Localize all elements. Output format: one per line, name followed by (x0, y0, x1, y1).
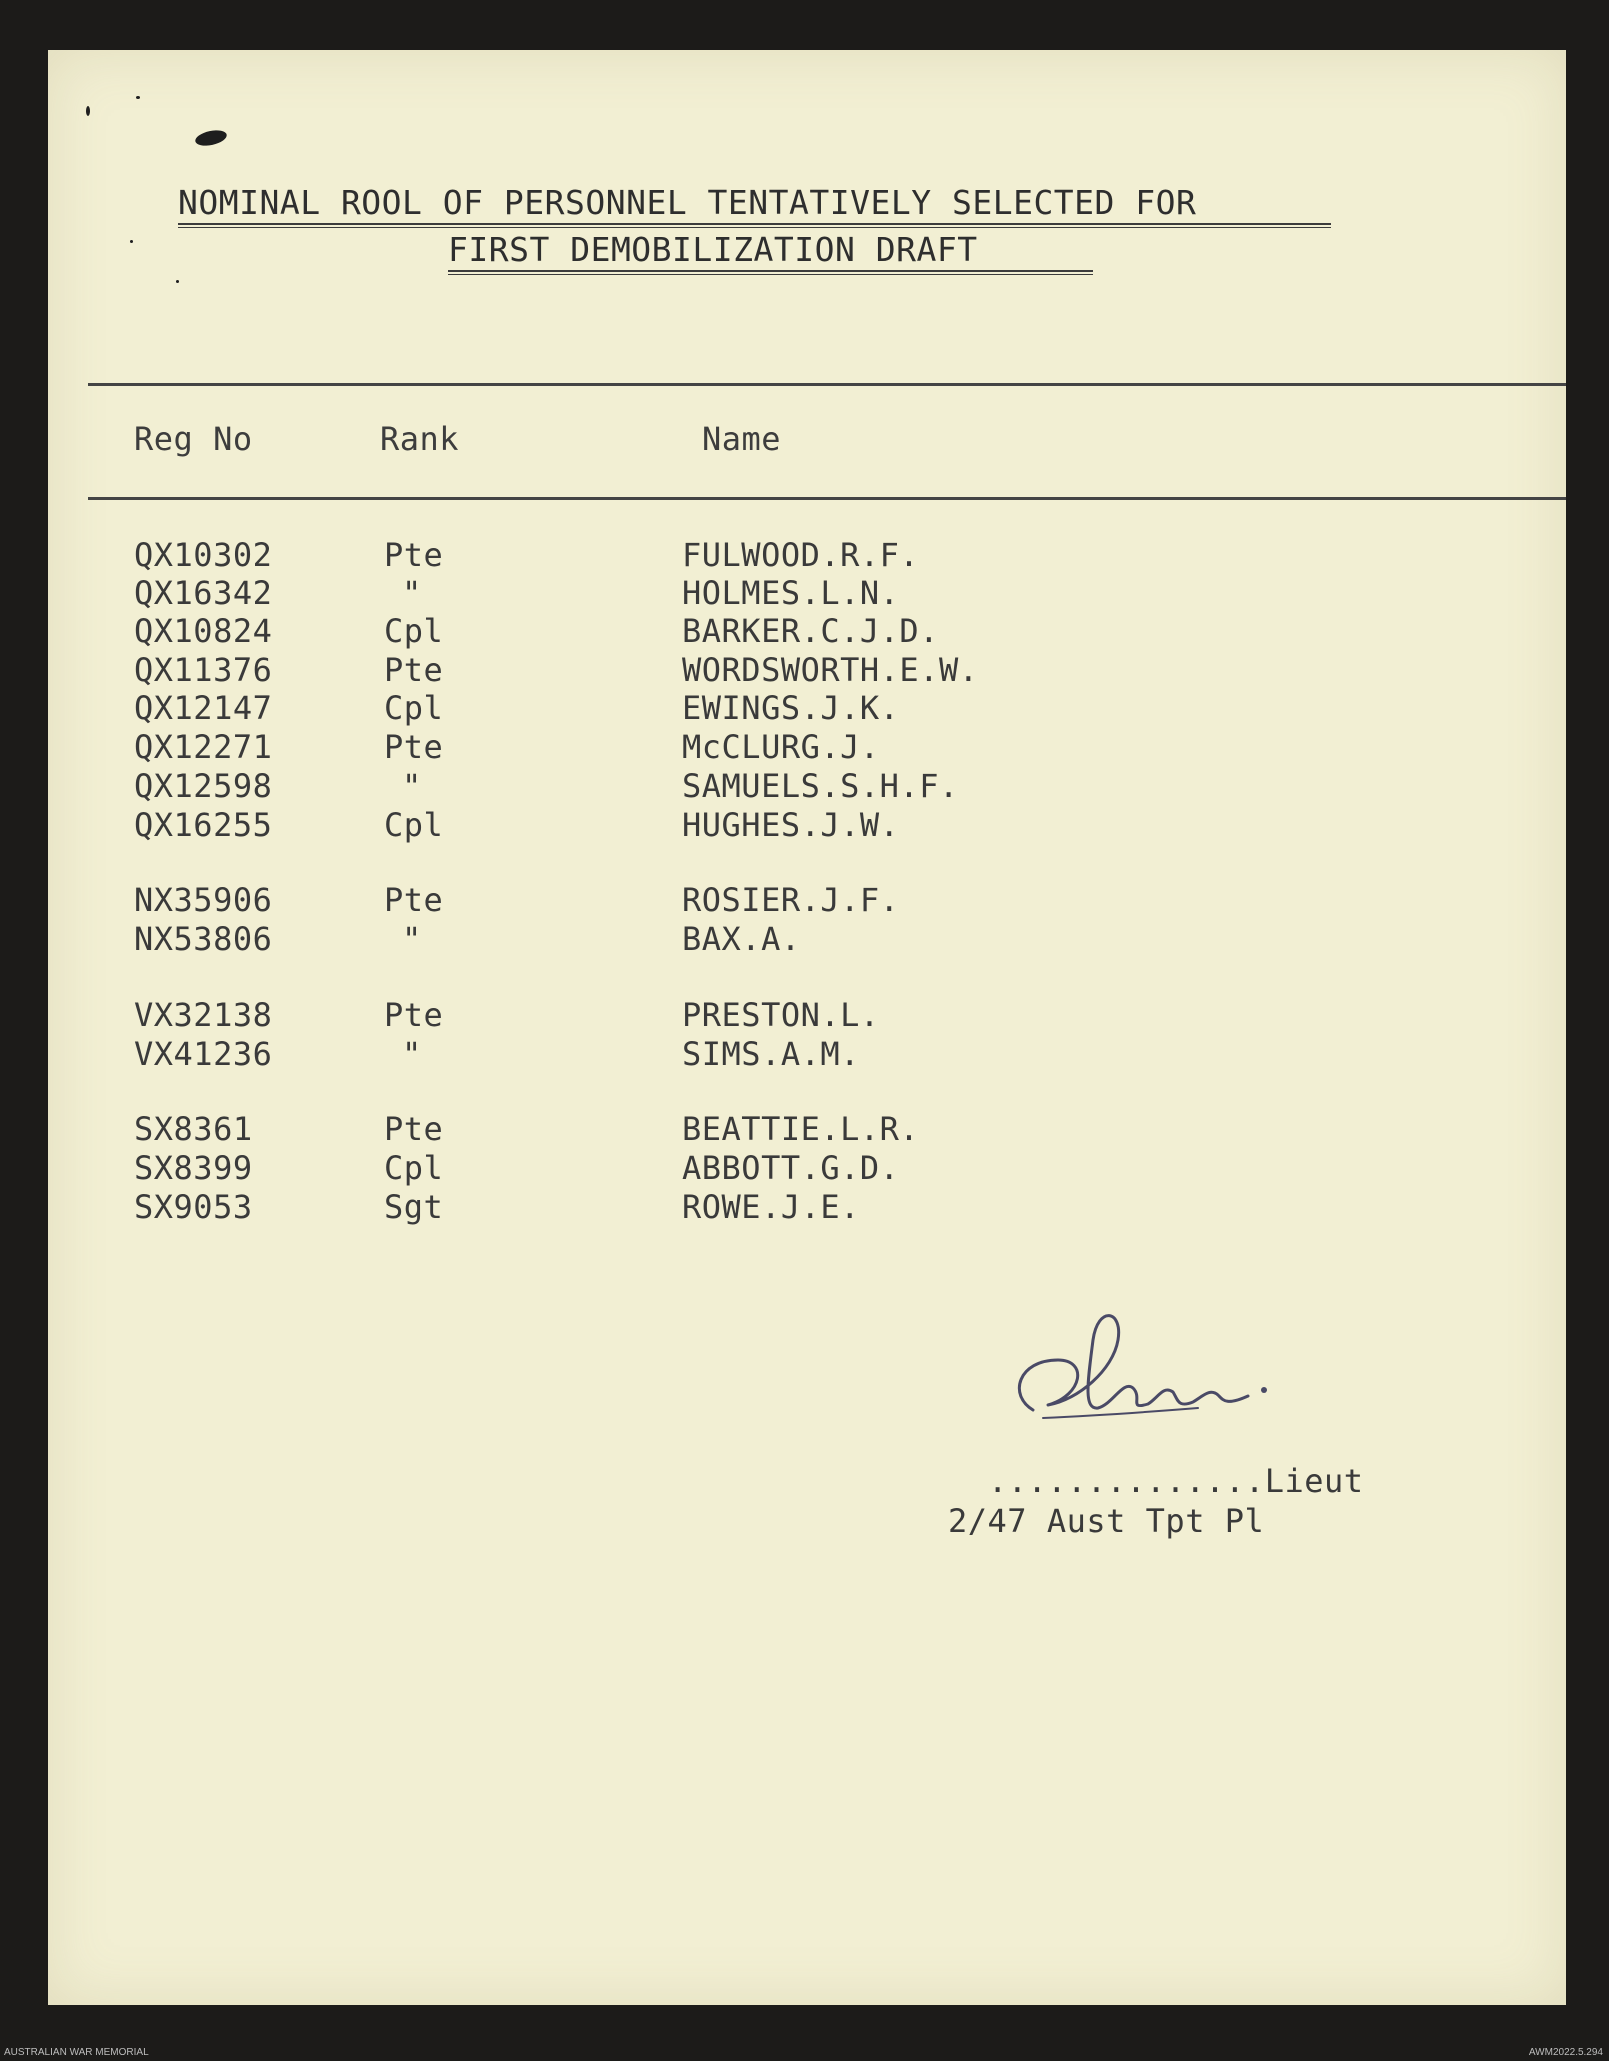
table-row-reg-no: QX16342 (134, 574, 273, 612)
table-row-reg-no: VX32138 (134, 996, 273, 1034)
table-row-rank: Pte (384, 536, 444, 574)
table-row-name: HUGHES.J.W. (682, 806, 900, 844)
table-row-name: PRESTON.L. (682, 996, 880, 1034)
table-row-name: ABBOTT.G.D. (682, 1149, 900, 1187)
table-row-reg-no: QX16255 (134, 806, 273, 844)
title-underline-2 (448, 270, 1093, 272)
table-row-rank: " (402, 767, 422, 805)
ink-speck (86, 106, 90, 116)
document-title-line1: NOMINAL ROOL OF PERSONNEL TENTATIVELY SELECTED FOR (178, 183, 1197, 222)
table-row-name: WORDSWORTH.E.W. (682, 651, 979, 689)
table-row-name: BAX.A. (682, 920, 801, 958)
table-row-name: McCLURG.J. (682, 728, 880, 766)
table-row-reg-no: SX8361 (134, 1110, 253, 1148)
table-row-reg-no: QX10824 (134, 612, 273, 650)
table-row-reg-no: VX41236 (134, 1035, 273, 1073)
table-row-rank: Pte (384, 996, 444, 1034)
document-title-line2: FIRST DEMOBILIZATION DRAFT (448, 230, 978, 269)
column-header-reg-no: Reg No (134, 420, 253, 458)
table-row-reg-no: SX9053 (134, 1188, 253, 1226)
footer-archive-name: AUSTRALIAN WAR MEMORIAL (4, 2047, 149, 2058)
table-row-rank: Cpl (384, 1149, 444, 1187)
table-row-reg-no: QX12271 (134, 728, 273, 766)
table-row-rank: " (402, 574, 422, 612)
table-row-rank: Cpl (384, 806, 444, 844)
table-row-rank: Cpl (384, 612, 444, 650)
footer-archive-ref: AWM2022.5.294 (1528, 2047, 1603, 2058)
title-underline-1b (178, 227, 1331, 228)
table-row-reg-no: QX12147 (134, 689, 273, 727)
table-row-reg-no: QX12598 (134, 767, 273, 805)
table-row-name: SAMUELS.S.H.F. (682, 767, 959, 805)
handwritten-signature (948, 1300, 1308, 1450)
ink-speck (176, 280, 179, 283)
table-row-rank: Cpl (384, 689, 444, 727)
title-underline-1 (178, 223, 1331, 225)
table-row-name: ROWE.J.E. (682, 1188, 860, 1226)
table-row-rank: Pte (384, 1110, 444, 1148)
table-row-name: HOLMES.L.N. (682, 574, 900, 612)
signature-unit: 2/47 Aust Tpt Pl (948, 1502, 1265, 1540)
table-row-rank: " (402, 1035, 422, 1073)
ink-blot (194, 128, 228, 148)
table-row-reg-no: SX8399 (134, 1149, 253, 1187)
table-row-name: EWINGS.J.K. (682, 689, 900, 727)
table-row-reg-no: QX10302 (134, 536, 273, 574)
table-row-rank: Sgt (384, 1188, 444, 1226)
ink-speck (136, 96, 140, 99)
table-row-rank: " (402, 920, 422, 958)
table-row-reg-no: QX11376 (134, 651, 273, 689)
column-header-name: Name (702, 420, 782, 458)
table-row-name: ROSIER.J.F. (682, 881, 900, 919)
signature-block (948, 1300, 1548, 1560)
table-row-rank: Pte (384, 651, 444, 689)
table-row-reg-no: NX53806 (134, 920, 273, 958)
table-row-reg-no: NX35906 (134, 881, 273, 919)
table-row-name: SIMS.A.M. (682, 1035, 860, 1073)
table-row-rank: Pte (384, 728, 444, 766)
column-header-rank: Rank (380, 420, 460, 458)
header-top-rule (88, 383, 1566, 386)
signature-line: ..............Lieut (988, 1462, 1364, 1500)
table-row-name: BARKER.C.J.D. (682, 612, 939, 650)
title-underline-2b (448, 274, 1093, 275)
table-row-name: BEATTIE.L.R. (682, 1110, 920, 1148)
document-page (48, 50, 1566, 2005)
header-bottom-rule (88, 497, 1566, 500)
ink-speck (130, 240, 133, 243)
table-row-rank: Pte (384, 881, 444, 919)
table-row-name: FULWOOD.R.F. (682, 536, 920, 574)
